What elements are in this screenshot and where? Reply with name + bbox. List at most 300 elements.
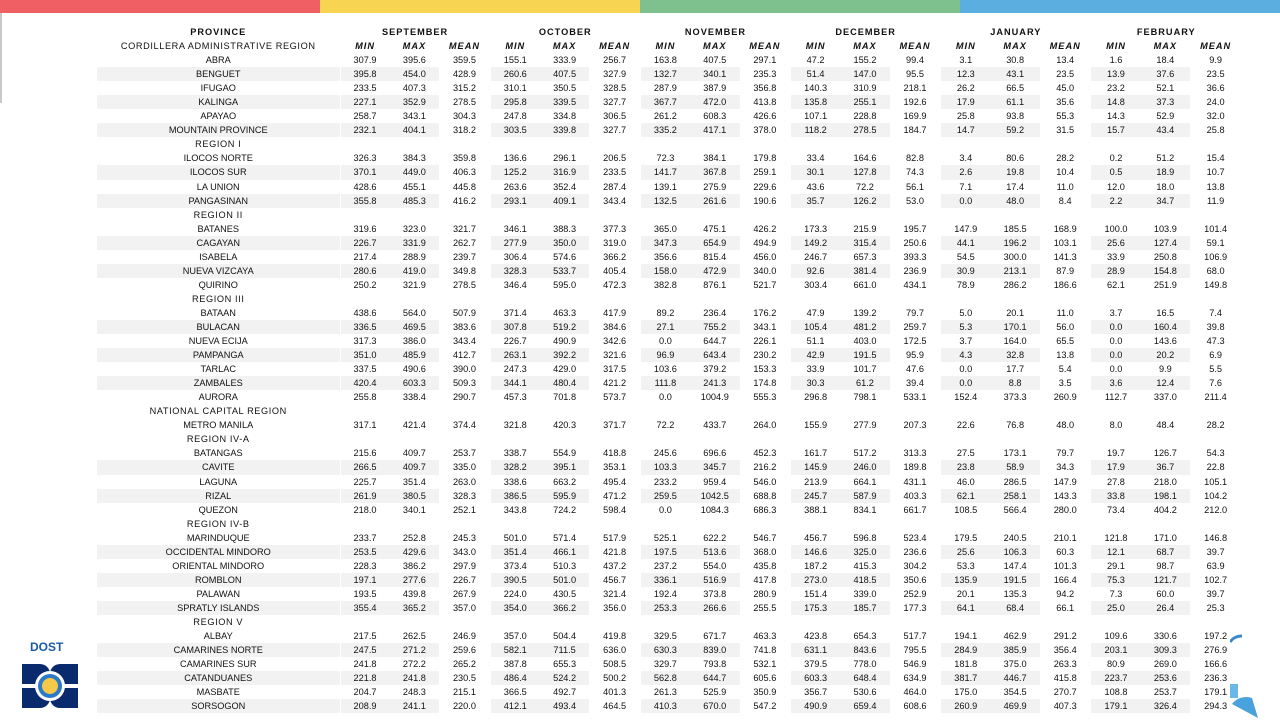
region-row-spacer [1141,208,1191,222]
max-value: 519.2 [540,320,590,334]
mean-value: 216.2 [740,460,791,474]
mean-value: 13.4 [1040,53,1091,67]
mean-value: 39.7 [1190,545,1241,559]
mean-value: 48.0 [1040,418,1091,432]
region-row-spacer [340,292,390,306]
max-value: 18.0 [1141,180,1191,194]
min-value: 103.3 [640,460,690,474]
min-value: 232.1 [340,123,390,137]
min-value: 457.3 [490,390,540,404]
mean-value: 605.6 [740,671,791,685]
max-value: 664.1 [840,475,890,489]
region-row-spacer [941,208,991,222]
province-name: CAMARINES NORTE [97,643,340,657]
max-value: 18.9 [1141,165,1191,179]
max-value: 373.3 [990,390,1040,404]
min-value: 233.5 [340,81,390,95]
region-row-spacer [589,404,640,418]
mean-value: 87.9 [1040,264,1091,278]
province-name: LAGUNA [97,475,340,489]
region-row-spacer [1040,208,1091,222]
province-name: ILOCOS NORTE [97,151,340,165]
region-row-spacer [439,517,490,531]
region-row-spacer [690,137,740,151]
mean-value: 390.0 [439,362,490,376]
region-row-spacer [740,292,791,306]
month-header-september: SEPTEMBER [340,25,490,39]
max-value: 340.1 [690,67,740,81]
min-value: 245.7 [791,489,841,503]
min-value: 336.5 [340,320,390,334]
max-value: 663.2 [540,475,590,489]
min-value: 0.5 [1091,165,1141,179]
max-value: 261.6 [690,194,740,208]
region-row-spacer [1091,432,1141,446]
min-value: 630.3 [640,643,690,657]
mean-value: 226.7 [439,573,490,587]
province-name: SPRATLY ISLANDS [97,601,340,615]
mean-value: 65.5 [1040,334,1091,348]
mean-value: 356.0 [589,601,640,615]
table-row [97,306,1241,320]
sub-header-max: MAX [540,39,590,53]
min-value: 3.1 [941,53,991,67]
mean-value: 22.8 [1190,460,1241,474]
mean-value: 94.2 [1040,587,1091,601]
min-value: 204.7 [340,685,390,699]
sub-header-mean: MEAN [740,39,791,53]
province-name: OCCIDENTAL MINDORO [97,545,340,559]
region-row-spacer [1141,292,1191,306]
region-name: REGION III [97,292,340,306]
mean-value: 417.8 [740,573,791,587]
max-value: 326.4 [1141,699,1191,713]
region-row-spacer [640,292,690,306]
mean-value: 253.7 [439,446,490,460]
mean-value: 431.1 [890,475,941,489]
region-header-row [97,404,1241,418]
min-value: 335.2 [640,123,690,137]
min-value: 4.3 [941,348,991,362]
dost-logo-icon [10,638,92,718]
region-row-spacer [1190,517,1241,531]
mean-value: 445.8 [439,180,490,194]
mean-value: 252.9 [890,587,941,601]
mean-value: 197.2 [1190,629,1241,643]
region-row-spacer [1190,404,1241,418]
mean-value: 517.7 [890,629,941,643]
mean-value: 270.7 [1040,685,1091,699]
min-value: 161.7 [791,446,841,460]
mean-value: 172.5 [890,334,941,348]
mean-value: 262.7 [439,236,490,250]
mean-value: 472.3 [589,278,640,292]
min-value: 33.9 [791,362,841,376]
max-value: 798.1 [840,390,890,404]
mean-value: 267.9 [439,587,490,601]
mean-value: 366.2 [589,250,640,264]
mean-value: 532.1 [740,657,791,671]
max-value: 316.9 [540,165,590,179]
mean-value: 79.7 [890,306,941,320]
mean-value: 328.5 [589,81,640,95]
min-value: 112.7 [1091,390,1141,404]
min-value: 0.0 [941,194,991,208]
min-value: 237.2 [640,559,690,573]
table-row [97,180,1241,194]
max-value: 352.9 [390,95,440,109]
svg-text:DOST: DOST [30,640,64,654]
mean-value: 356.4 [1040,643,1091,657]
mean-value: 319.0 [589,236,640,250]
max-value: 603.3 [390,376,440,390]
min-value: 354.0 [490,601,540,615]
mean-value: 147.9 [1040,475,1091,489]
min-value: 3.7 [941,334,991,348]
min-value: 33.8 [1091,489,1141,503]
max-value: 421.4 [390,418,440,432]
max-value: 793.8 [690,657,740,671]
min-value: 486.4 [490,671,540,685]
mean-value: 39.4 [890,376,941,390]
min-value: 135.8 [791,95,841,109]
mean-value: 546.0 [740,475,791,489]
max-value: 275.9 [690,180,740,194]
mean-value: 494.9 [740,236,791,250]
region-row-spacer [1091,208,1141,222]
min-value: 146.6 [791,545,841,559]
min-value: 226.7 [490,334,540,348]
mean-value: 189.8 [890,460,941,474]
mean-value: 101.4 [1190,222,1241,236]
top-bar-red [0,0,320,13]
region-row-spacer [740,137,791,151]
max-value: 404.2 [1141,503,1191,517]
max-value: 1084.3 [690,503,740,517]
table-row [97,123,1241,137]
mean-value: 349.8 [439,264,490,278]
province-name: NUEVA VIZCAYA [97,264,340,278]
mean-value: 79.7 [1040,446,1091,460]
mean-value: 419.8 [589,629,640,643]
max-value: 143.6 [1141,334,1191,348]
min-value: 20.1 [941,587,991,601]
region-row-spacer [840,615,890,629]
province-name: ABRA [97,53,340,67]
min-value: 15.7 [1091,123,1141,137]
max-value: 381.4 [840,264,890,278]
min-value: 30.9 [941,264,991,278]
sub-header-min: MIN [1091,39,1141,53]
min-value: 412.1 [490,699,540,713]
region-row-spacer [640,615,690,629]
min-value: 317.3 [340,334,390,348]
min-value: 100.0 [1091,222,1141,236]
min-value: 253.3 [640,601,690,615]
max-value: 420.3 [540,418,590,432]
max-value: 37.3 [1141,95,1191,109]
region-row-spacer [490,208,540,222]
mean-value: 507.9 [439,306,490,320]
mean-value: 212.0 [1190,503,1241,517]
max-value: 32.8 [990,348,1040,362]
min-value: 329.7 [640,657,690,671]
max-value: 345.7 [690,460,740,474]
region-row-spacer [340,208,390,222]
max-value: 66.5 [990,81,1040,95]
max-value: 277.6 [390,573,440,587]
min-value: 370.1 [340,165,390,179]
mean-value: 99.4 [890,53,941,67]
region-row-spacer [1040,404,1091,418]
min-value: 175.3 [791,601,841,615]
min-value: 92.6 [791,264,841,278]
max-value: 524.2 [540,671,590,685]
max-value: 106.3 [990,545,1040,559]
max-value: 61.2 [840,376,890,390]
sub-header-min: MIN [340,39,390,53]
max-value: 72.2 [840,180,890,194]
table-row [97,95,1241,109]
mean-value: 356.8 [740,81,791,95]
max-value: 228.8 [840,109,890,123]
mean-value: 327.7 [589,95,640,109]
max-value: 407.5 [690,53,740,67]
mean-value: 371.7 [589,418,640,432]
min-value: 365.0 [640,222,690,236]
max-value: 463.3 [540,306,590,320]
table-row [97,320,1241,334]
min-value: 108.5 [941,503,991,517]
min-value: 344.1 [490,376,540,390]
max-value: 9.9 [1141,362,1191,376]
max-value: 608.3 [690,109,740,123]
max-value: 277.9 [840,418,890,432]
max-value: 439.8 [390,587,440,601]
table-row [97,531,1241,545]
min-value: 28.9 [1091,264,1141,278]
max-value: 379.2 [690,362,740,376]
min-value: 343.8 [490,503,540,517]
mean-value: 106.9 [1190,250,1241,264]
region-row-spacer [740,432,791,446]
mean-value: 176.2 [740,306,791,320]
mean-value: 259.6 [439,643,490,657]
province-name: CAGAYAN [97,236,340,250]
max-value: 20.2 [1141,348,1191,362]
region-row-spacer [990,404,1040,418]
mean-value: 342.6 [589,334,640,348]
min-value: 525.1 [640,531,690,545]
region-row-spacer [941,404,991,418]
region-row-spacer [840,208,890,222]
max-value: 564.0 [390,306,440,320]
region-row-spacer [990,517,1040,531]
mean-value: 517.9 [589,531,640,545]
region-row-spacer [490,292,540,306]
max-value: 34.7 [1141,194,1191,208]
mean-value: 179.8 [740,151,791,165]
max-value: 325.0 [840,545,890,559]
month-header-october: OCTOBER [490,25,640,39]
mean-value: 215.1 [439,685,490,699]
min-value: 0.0 [640,503,690,517]
mean-value: 32.0 [1190,109,1241,123]
mean-value: 463.3 [740,629,791,643]
region-row-spacer [890,292,941,306]
mean-value: 547.2 [740,699,791,713]
max-value: 315.4 [840,236,890,250]
mean-value: 343.0 [439,545,490,559]
sub-header-mean: MEAN [589,39,640,53]
table-row [97,573,1241,587]
min-value: 388.1 [791,503,841,517]
region-row-spacer [840,517,890,531]
max-value: 147.4 [990,559,1040,573]
mean-value: 141.3 [1040,250,1091,264]
max-value: 419.0 [390,264,440,278]
max-value: 517.2 [840,446,890,460]
region-row-spacer [890,432,941,446]
region-name: CORDILLERA ADMINISTRATIVE REGION [97,39,340,53]
max-value: 387.9 [690,81,740,95]
region-row-spacer [390,404,440,418]
max-value: 68.7 [1141,545,1191,559]
min-value: 410.3 [640,699,690,713]
region-row-spacer [340,615,390,629]
region-header-row [97,292,1241,306]
min-value: 197.5 [640,545,690,559]
region-row-spacer [540,517,590,531]
region-row-spacer [390,517,440,531]
mean-value: 573.7 [589,390,640,404]
region-row-spacer [791,615,841,629]
max-value: 659.4 [840,699,890,713]
region-row-spacer [941,137,991,151]
mean-value: 456.7 [589,573,640,587]
min-value: 7.3 [1091,587,1141,601]
mean-value: 634.9 [890,671,941,685]
region-row-spacer [340,404,390,418]
min-value: 23.8 [941,460,991,474]
region-row-spacer [1141,404,1191,418]
mean-value: 407.3 [1040,699,1091,713]
min-value: 367.7 [640,95,690,109]
mean-value: 54.3 [1190,446,1241,460]
max-value: 959.4 [690,475,740,489]
region-row-spacer [941,517,991,531]
province-name: MARINDUQUE [97,531,340,545]
max-value: 241.3 [690,376,740,390]
table-row [97,629,1241,643]
table-row [97,53,1241,67]
max-value: 309.3 [1141,643,1191,657]
province-name: IFUGAO [97,81,340,95]
province-name: CATANDUANES [97,671,340,685]
mean-value: 256.7 [589,53,640,67]
min-value: 247.5 [340,643,390,657]
min-value: 319.6 [340,222,390,236]
min-value: 78.9 [941,278,991,292]
max-value: 490.9 [540,334,590,348]
min-value: 62.1 [941,489,991,503]
min-value: 245.6 [640,446,690,460]
min-value: 181.8 [941,657,991,671]
region-row-spacer [1141,432,1191,446]
max-value: 480.4 [540,376,590,390]
mean-value: 255.5 [740,601,791,615]
min-value: 192.4 [640,587,690,601]
min-value: 260.9 [941,699,991,713]
province-name: ILOCOS SUR [97,165,340,179]
region-row-spacer [990,208,1040,222]
region-row-spacer [1190,432,1241,446]
mean-value: 3.5 [1040,376,1091,390]
table-row [97,671,1241,685]
region-row-spacer [589,208,640,222]
region-row-spacer [890,208,941,222]
province-name: KALINGA [97,95,340,109]
min-value: 428.6 [340,180,390,194]
mean-value: 278.5 [439,278,490,292]
mean-value: 68.0 [1190,264,1241,278]
table-row [97,475,1241,489]
min-value: 253.5 [340,545,390,559]
max-value: 93.8 [990,109,1040,123]
min-value: 273.0 [791,573,841,587]
mean-value: 236.3 [1190,671,1241,685]
mean-value: 384.6 [589,320,640,334]
mean-value: 435.8 [740,559,791,573]
min-value: 355.8 [340,194,390,208]
mean-value: 11.0 [1040,306,1091,320]
min-value: 307.8 [490,320,540,334]
max-value: 430.5 [540,587,590,601]
region-row-spacer [1190,208,1241,222]
min-value: 197.1 [340,573,390,587]
max-value: 18.4 [1141,53,1191,67]
max-value: 155.2 [840,53,890,67]
max-value: 196.2 [990,236,1040,250]
region-row-spacer [390,292,440,306]
mean-value: 105.1 [1190,475,1241,489]
max-value: 262.5 [390,629,440,643]
mean-value: 259.1 [740,165,791,179]
max-value: 481.2 [840,320,890,334]
table-row [97,545,1241,559]
table-row [97,278,1241,292]
region-row-spacer [589,137,640,151]
min-value: 346.4 [490,278,540,292]
max-value: 258.1 [990,489,1040,503]
province-name: BATANES [97,222,340,236]
mean-value: 265.2 [439,657,490,671]
max-value: 595.0 [540,278,590,292]
region-row-spacer [740,615,791,629]
min-value: 12.1 [1091,545,1141,559]
min-value: 373.4 [490,559,540,573]
mean-value: 34.3 [1040,460,1091,474]
mean-value: 25.8 [1190,123,1241,137]
max-value: 1042.5 [690,489,740,503]
mean-value: 149.8 [1190,278,1241,292]
region-row-spacer [1040,615,1091,629]
mean-value: 230.2 [740,348,791,362]
max-value: 127.8 [840,165,890,179]
min-value: 29.1 [1091,559,1141,573]
mean-value: 53.0 [890,194,941,208]
max-value: 246.0 [840,460,890,474]
